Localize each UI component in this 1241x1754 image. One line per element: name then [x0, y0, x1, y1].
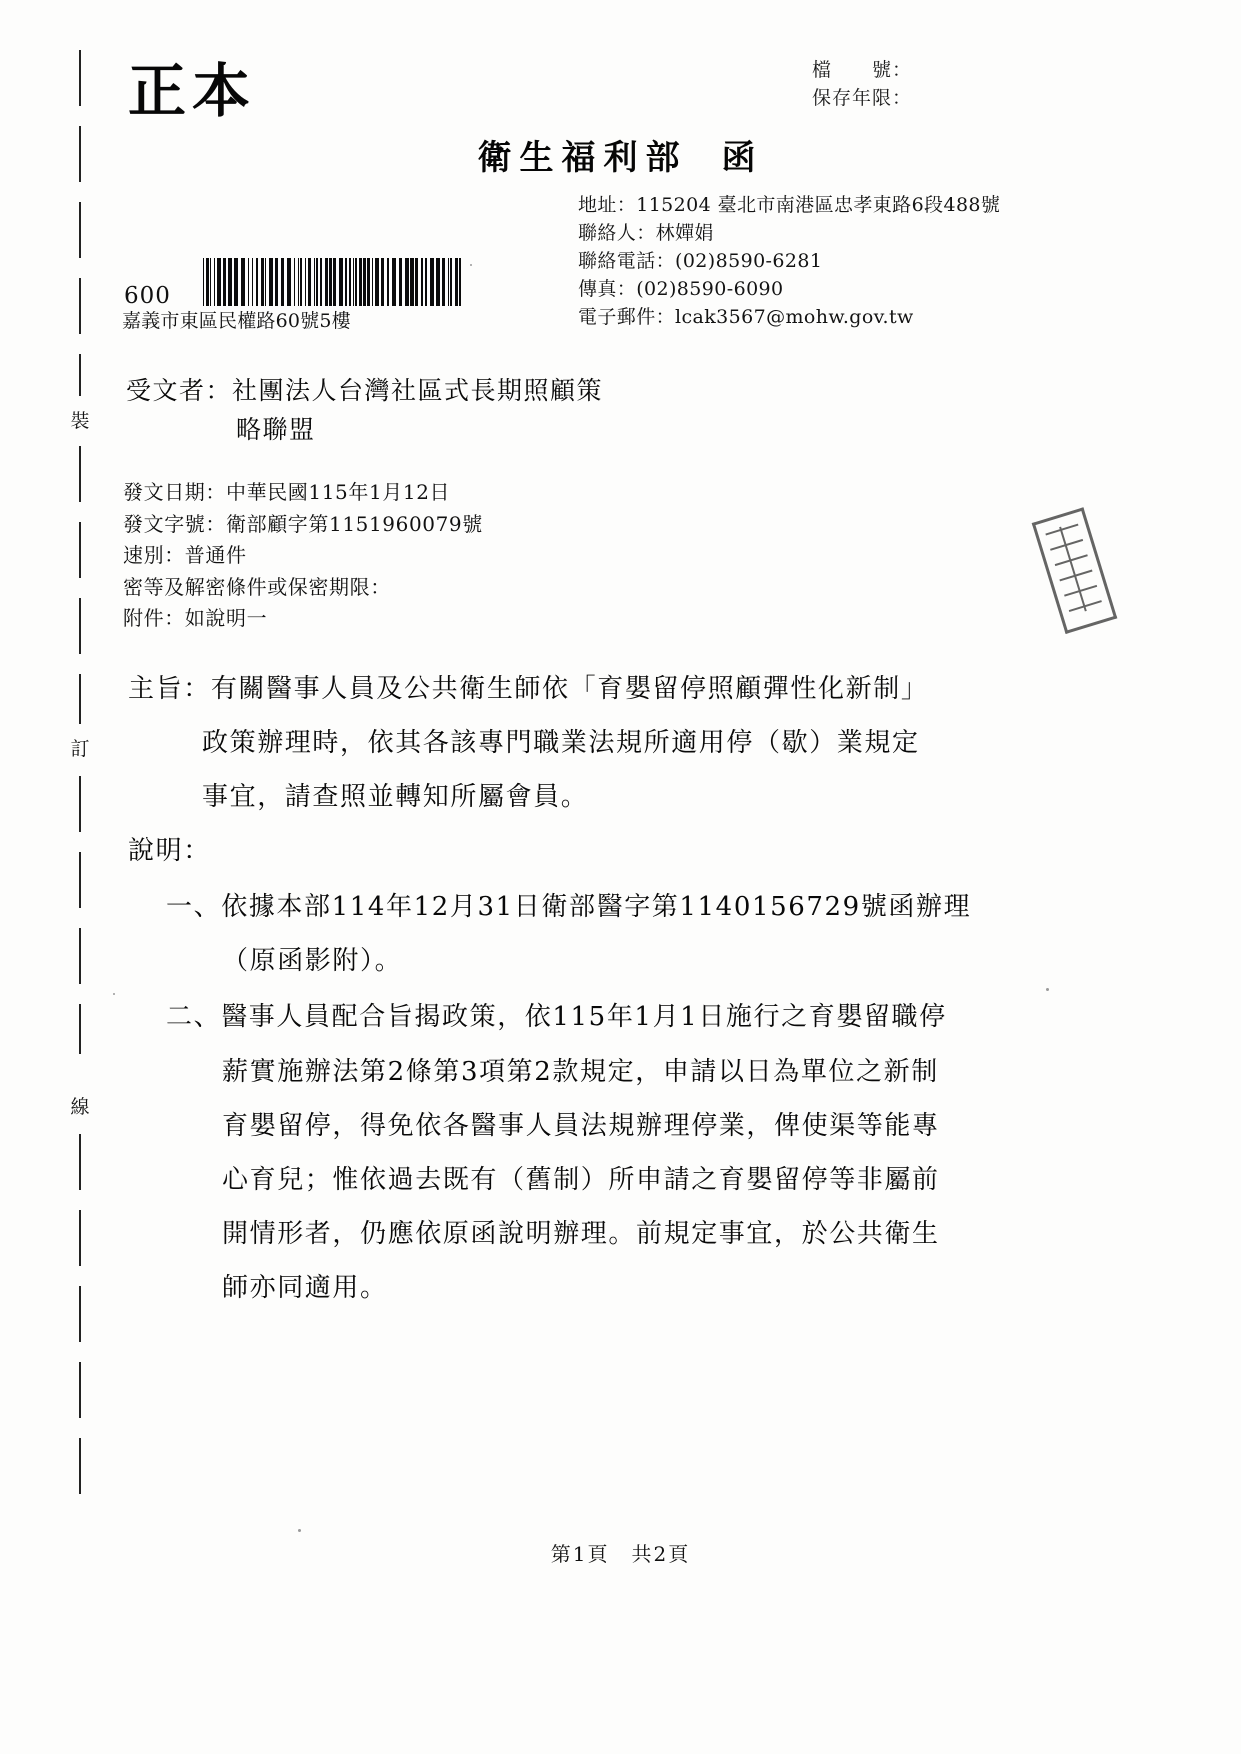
classification-level: 密等及解密條件或保密期限：: [123, 574, 391, 599]
binding-dash: [79, 446, 81, 502]
binding-dash: [79, 1438, 81, 1494]
scan-speck: [113, 993, 115, 995]
document-type: 函: [721, 138, 764, 178]
item-1-line-2: （原函影附）。: [222, 946, 403, 977]
document-body: [128, 662, 1028, 1315]
archive-fields: [812, 57, 912, 112]
item-2-line-5: 開情形者，仍應依原函說明辦理。前規定事宜，於公共衛生: [222, 1218, 940, 1249]
item-1-line-1: 依據本部114年12月31日衛部醫字第1140156729號函辦理: [221, 892, 972, 923]
subject-line-2: 政策辦理時，依其各該專門職業法規所適用停（歇）業規定: [202, 728, 920, 759]
issuing-organization: 衛生福利部: [477, 138, 688, 178]
recipient-zip-code: 600: [124, 283, 171, 309]
item-2-line-6: 師亦同適用。: [222, 1272, 388, 1303]
sender-address: 地址：115204 臺北市南港區忠孝東路6段488號: [578, 194, 1001, 216]
sender-email: 電子郵件：lcak3567@mohw.gov.tw: [578, 305, 914, 328]
explanation-label: 說明：: [128, 836, 211, 867]
sender-fax: 傳真：(02)8590-6090: [578, 277, 784, 300]
item-2-line-2: 薪實施辦法第2條第3項第2款規定，申請以日為單位之新制: [222, 1056, 939, 1087]
scan-speck: [470, 264, 472, 266]
binding-dash: [79, 354, 81, 396]
scan-speck: [298, 1529, 301, 1532]
binding-dash: [79, 1286, 81, 1342]
sender-phone: 聯絡電話：(02)8590-6281: [578, 249, 823, 272]
document-meta-block: [123, 477, 483, 635]
addressee-line-2: 略聯盟: [236, 414, 316, 444]
binding-dash: [79, 1004, 81, 1054]
sender-contact-person: 聯絡人：林嬋娟: [578, 221, 714, 244]
subject-paragraph: [128, 662, 1028, 824]
copy-type-stamp: 正本: [128, 57, 257, 125]
binding-dash: [79, 50, 81, 106]
item-2-line-3: 育嬰留停，得免依各醫事人員法規辦理停業，俾使渠等能專: [222, 1110, 940, 1141]
scan-speck: [1046, 988, 1049, 991]
page-footer: 第1頁 共2頁: [550, 1542, 691, 1566]
binding-column: [62, 40, 98, 1540]
mail-barcode: [203, 258, 465, 306]
retention-period-label: 保存年限：: [812, 86, 913, 109]
recipient-mail-address: 嘉義市東區民權路60號5樓: [122, 310, 351, 332]
binding-dash: [79, 1362, 81, 1418]
addressee: [126, 372, 603, 450]
subject-line-3: 事宜，請查照並轉知所屬會員。: [202, 782, 589, 813]
binding-mark-xian: 線: [70, 1096, 90, 1118]
speed-level: 速別：普通件: [123, 543, 247, 568]
item-2-line-4: 心育兒；惟依過去既有（舊制）所申請之育嬰留停等非屬前: [222, 1164, 940, 1195]
item-2-line-1: 醫事人員配合旨揭政策，依115年1月1日施行之育嬰留職停: [221, 1002, 947, 1033]
binding-mark-ding: 訂: [70, 738, 90, 760]
binding-dash: [79, 776, 81, 832]
explanation-item-1: [128, 880, 1028, 988]
issue-date: 發文日期：中華民國115年1月12日: [123, 480, 451, 504]
addressee-line-1: 受文者：社團法人台灣社區式長期照顧策: [126, 376, 604, 405]
page-title: [0, 130, 1241, 179]
binding-dash: [79, 928, 81, 984]
binding-dash: [79, 522, 81, 578]
item-marker-2: 二、: [166, 1002, 222, 1033]
document-number: 發文字號：衛部顧字第1151960079號: [123, 511, 483, 536]
binding-dash: [79, 1210, 81, 1266]
subject-line-1: 有關醫事人員及公共衛生師依「育嬰留停照顧彈性化新制」: [210, 674, 929, 704]
binding-dash: [79, 674, 81, 724]
attachment-info: 附件：如說明一: [123, 606, 268, 631]
sender-contact-block: [578, 192, 1000, 332]
archive-number-label: 檔 號：: [812, 59, 913, 81]
binding-dash: [79, 598, 81, 654]
binding-dash: [79, 1134, 81, 1190]
binding-dash: [79, 852, 81, 908]
binding-dash: [79, 278, 81, 334]
seal-mark: [1032, 506, 1123, 638]
binding-dash: [79, 202, 81, 258]
binding-mark-zhuang: 裝: [70, 410, 90, 432]
subject-label: 主旨：: [128, 674, 211, 704]
item-marker-1: 一、: [166, 892, 222, 923]
explanation-item-2: [128, 990, 1028, 1314]
